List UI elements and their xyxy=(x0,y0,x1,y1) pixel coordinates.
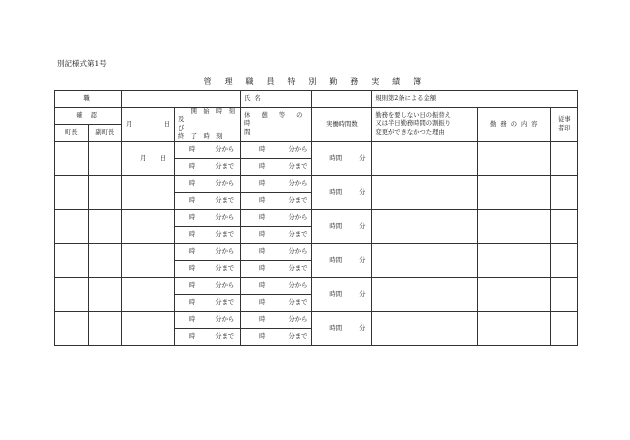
rest-header-line1: 休 憩 等 の xyxy=(244,112,307,120)
start-end-time-header xyxy=(175,108,241,142)
rest-end-hour-text: 時 xyxy=(259,163,266,171)
duties-cell[interactable] xyxy=(478,142,551,176)
rest-start-cell[interactable] xyxy=(241,210,312,227)
rest-end-min-text: 分まで xyxy=(288,231,308,239)
deputy-mayor-header: 副町長 xyxy=(88,125,122,142)
deputy-mayor-seal-cell[interactable] xyxy=(88,312,122,346)
total-hours-text: 時間 xyxy=(329,222,342,230)
reason-header-line1: 勤務を要しない日の振替え xyxy=(375,112,451,120)
end-time-cell[interactable] xyxy=(175,261,241,278)
end-min-text: 分まで xyxy=(215,197,235,205)
mayor-seal-cell[interactable] xyxy=(55,244,89,278)
deputy-mayor-seal-cell[interactable] xyxy=(88,142,122,176)
total-hours-text: 時間 xyxy=(329,324,342,332)
total-min-text: 分 xyxy=(359,324,366,332)
record-row-start xyxy=(55,244,578,261)
start-min-text: 分から xyxy=(215,214,235,222)
date-month-text: 月 xyxy=(140,154,147,162)
total-min-text: 分 xyxy=(359,154,366,162)
column-header-row-1 xyxy=(55,108,578,125)
start-hour-text: 時 xyxy=(189,146,196,154)
rest-end-min-text: 分まで xyxy=(288,163,308,171)
rest-start-cell[interactable] xyxy=(241,244,312,261)
reason-cell[interactable] xyxy=(372,278,478,312)
end-time-cell[interactable] xyxy=(175,329,241,346)
actual-hours-cell[interactable] xyxy=(312,312,372,346)
end-time-cell[interactable] xyxy=(175,295,241,312)
start-end-header-line2: 及 び xyxy=(178,116,211,132)
work-record-table xyxy=(54,90,578,346)
start-min-text: 分から xyxy=(215,282,235,290)
reason-cell[interactable] xyxy=(372,312,478,346)
record-row-start xyxy=(55,210,578,227)
reason-cell[interactable] xyxy=(372,142,478,176)
record-row-start xyxy=(55,278,578,295)
confirm-header: 確 認 xyxy=(55,108,122,125)
rest-start-hour-text: 時 xyxy=(259,248,266,256)
deputy-mayor-seal-cell[interactable] xyxy=(88,278,122,312)
reason-cell[interactable] xyxy=(372,210,478,244)
end-min-text: 分まで xyxy=(215,299,235,307)
total-hours-text: 時間 xyxy=(329,290,342,298)
rest-end-cell[interactable] xyxy=(241,261,312,278)
end-hour-text: 時 xyxy=(189,333,196,341)
rest-end-cell[interactable] xyxy=(241,193,312,210)
start-min-text: 分から xyxy=(215,180,235,188)
total-hours-text: 時間 xyxy=(329,188,342,196)
end-min-text: 分まで xyxy=(215,163,235,171)
reason-cell[interactable] xyxy=(372,176,478,210)
rest-end-cell[interactable] xyxy=(241,159,312,176)
total-hours-text: 時間 xyxy=(329,256,342,264)
end-min-text: 分まで xyxy=(215,333,235,341)
mayor-seal-cell[interactable] xyxy=(55,210,89,244)
worker-seal-cell[interactable] xyxy=(551,312,578,346)
worker-seal-cell[interactable] xyxy=(551,244,578,278)
rest-start-hour-text: 時 xyxy=(259,282,266,290)
name-value[interactable] xyxy=(312,91,372,108)
document-title: 管 理 職 員 特 別 勤 務 実 績 簿 xyxy=(203,77,427,86)
date-cell[interactable] xyxy=(122,278,175,312)
rest-start-min-text: 分から xyxy=(288,146,308,154)
mayor-seal-cell[interactable] xyxy=(55,176,89,210)
date-cell[interactable] xyxy=(122,176,175,210)
start-min-text: 分から xyxy=(215,248,235,256)
date-header xyxy=(122,108,175,142)
duties-cell[interactable] xyxy=(478,244,551,278)
worker-seal-line1: 従事 xyxy=(557,116,571,124)
actual-hours-header: 実働時間数 xyxy=(312,108,372,142)
start-end-header-line1: 開 始 時 刻 xyxy=(190,108,238,116)
rest-start-cell[interactable] xyxy=(241,278,312,295)
date-cell[interactable] xyxy=(122,312,175,346)
rest-start-hour-text: 時 xyxy=(259,180,266,188)
duties-cell[interactable] xyxy=(478,210,551,244)
duties-cell[interactable] xyxy=(478,176,551,210)
start-time-cell[interactable] xyxy=(175,176,241,193)
rule-amount-label: 規則第2条による金額 xyxy=(372,91,578,108)
start-time-cell[interactable] xyxy=(175,142,241,159)
end-time-cell[interactable] xyxy=(175,227,241,244)
total-min-text: 分 xyxy=(359,222,366,230)
record-row-start xyxy=(55,176,578,193)
position-label: 職 xyxy=(55,91,122,108)
start-hour-text: 時 xyxy=(189,248,196,256)
rest-start-min-text: 分から xyxy=(288,248,308,256)
actual-hours-cell[interactable] xyxy=(312,176,372,210)
start-min-text: 分から xyxy=(215,146,235,154)
end-hour-text: 時 xyxy=(189,231,196,239)
end-hour-text: 時 xyxy=(189,197,196,205)
mayor-seal-cell[interactable] xyxy=(55,278,89,312)
rest-end-cell[interactable] xyxy=(241,227,312,244)
rest-end-hour-text: 時 xyxy=(259,333,266,341)
worker-seal-header xyxy=(551,108,578,142)
total-min-text: 分 xyxy=(359,290,366,298)
header-row xyxy=(55,91,578,108)
reason-cell[interactable] xyxy=(372,244,478,278)
start-hour-text: 時 xyxy=(189,316,196,324)
rest-end-min-text: 分まで xyxy=(288,299,308,307)
rest-end-hour-text: 時 xyxy=(259,231,266,239)
record-row-start xyxy=(55,312,578,329)
deputy-mayor-seal-cell[interactable] xyxy=(88,210,122,244)
reason-header-line3: 変更ができなかつた理由 xyxy=(375,128,445,136)
end-time-cell[interactable] xyxy=(175,159,241,176)
rest-start-min-text: 分から xyxy=(288,180,308,188)
start-time-cell[interactable] xyxy=(175,278,241,295)
rest-start-min-text: 分から xyxy=(288,282,308,290)
actual-hours-cell[interactable] xyxy=(312,142,372,176)
date-cell[interactable] xyxy=(122,142,175,176)
form-number: 別記様式第1号 xyxy=(57,59,107,68)
duties-cell[interactable] xyxy=(478,312,551,346)
reason-header-line2: 又は半日勤務時間の割振り xyxy=(375,120,451,128)
actual-hours-cell[interactable] xyxy=(312,244,372,278)
worker-seal-cell[interactable] xyxy=(551,278,578,312)
start-hour-text: 時 xyxy=(189,282,196,290)
date-cell[interactable] xyxy=(122,210,175,244)
start-time-cell[interactable] xyxy=(175,312,241,329)
end-min-text: 分まで xyxy=(215,265,235,273)
actual-hours-cell[interactable] xyxy=(312,278,372,312)
rest-end-cell[interactable] xyxy=(241,295,312,312)
rest-start-hour-text: 時 xyxy=(259,214,266,222)
total-min-text: 分 xyxy=(359,188,366,196)
date-cell[interactable] xyxy=(122,244,175,278)
month-header: 月 xyxy=(126,120,133,128)
worker-seal-cell[interactable] xyxy=(551,176,578,210)
record-row-start xyxy=(55,142,578,159)
rest-end-min-text: 分まで xyxy=(288,197,308,205)
duties-header: 勤 務 の 内 容 xyxy=(478,108,551,142)
duties-cell[interactable] xyxy=(478,278,551,312)
mayor-header: 町長 xyxy=(55,125,89,142)
end-hour-text: 時 xyxy=(189,163,196,171)
rest-end-hour-text: 時 xyxy=(259,265,266,273)
total-hours-text: 時間 xyxy=(329,154,342,162)
rest-start-hour-text: 時 xyxy=(259,146,266,154)
rest-start-hour-text: 時 xyxy=(259,316,266,324)
rest-header-line2: 時 間 xyxy=(244,120,275,136)
start-time-cell[interactable] xyxy=(175,210,241,227)
rest-start-min-text: 分から xyxy=(288,214,308,222)
worker-seal-line2: 者印 xyxy=(557,124,571,132)
position-value[interactable] xyxy=(122,91,241,108)
start-hour-text: 時 xyxy=(189,214,196,222)
end-min-text: 分まで xyxy=(215,231,235,239)
date-day-text: 日 xyxy=(159,154,167,162)
rest-end-hour-text: 時 xyxy=(259,299,266,307)
actual-hours-cell[interactable] xyxy=(312,210,372,244)
rest-end-min-text: 分まで xyxy=(288,265,308,273)
rest-end-cell[interactable] xyxy=(241,329,312,346)
start-end-header-line3: 終 了 時 刻 xyxy=(178,132,225,140)
end-hour-text: 時 xyxy=(189,265,196,273)
mayor-seal-cell[interactable] xyxy=(55,142,89,176)
start-time-cell[interactable] xyxy=(175,244,241,261)
rest-start-cell[interactable] xyxy=(241,142,312,159)
end-hour-text: 時 xyxy=(189,299,196,307)
rest-end-min-text: 分まで xyxy=(288,333,308,341)
rest-start-min-text: 分から xyxy=(288,316,308,324)
deputy-mayor-seal-cell[interactable] xyxy=(88,244,122,278)
end-time-cell[interactable] xyxy=(175,193,241,210)
rest-end-hour-text: 時 xyxy=(259,197,266,205)
start-hour-text: 時 xyxy=(189,180,196,188)
rest-start-cell[interactable] xyxy=(241,176,312,193)
total-min-text: 分 xyxy=(359,256,366,264)
worker-seal-cell[interactable] xyxy=(551,142,578,176)
name-label: 氏 名 xyxy=(241,91,312,108)
deputy-mayor-seal-cell[interactable] xyxy=(88,176,122,210)
rest-start-cell[interactable] xyxy=(241,312,312,329)
start-min-text: 分から xyxy=(215,316,235,324)
worker-seal-cell[interactable] xyxy=(551,210,578,244)
mayor-seal-cell[interactable] xyxy=(55,312,89,346)
rest-time-header xyxy=(241,108,312,142)
reason-header xyxy=(372,108,478,142)
day-header: 日 xyxy=(163,120,171,128)
